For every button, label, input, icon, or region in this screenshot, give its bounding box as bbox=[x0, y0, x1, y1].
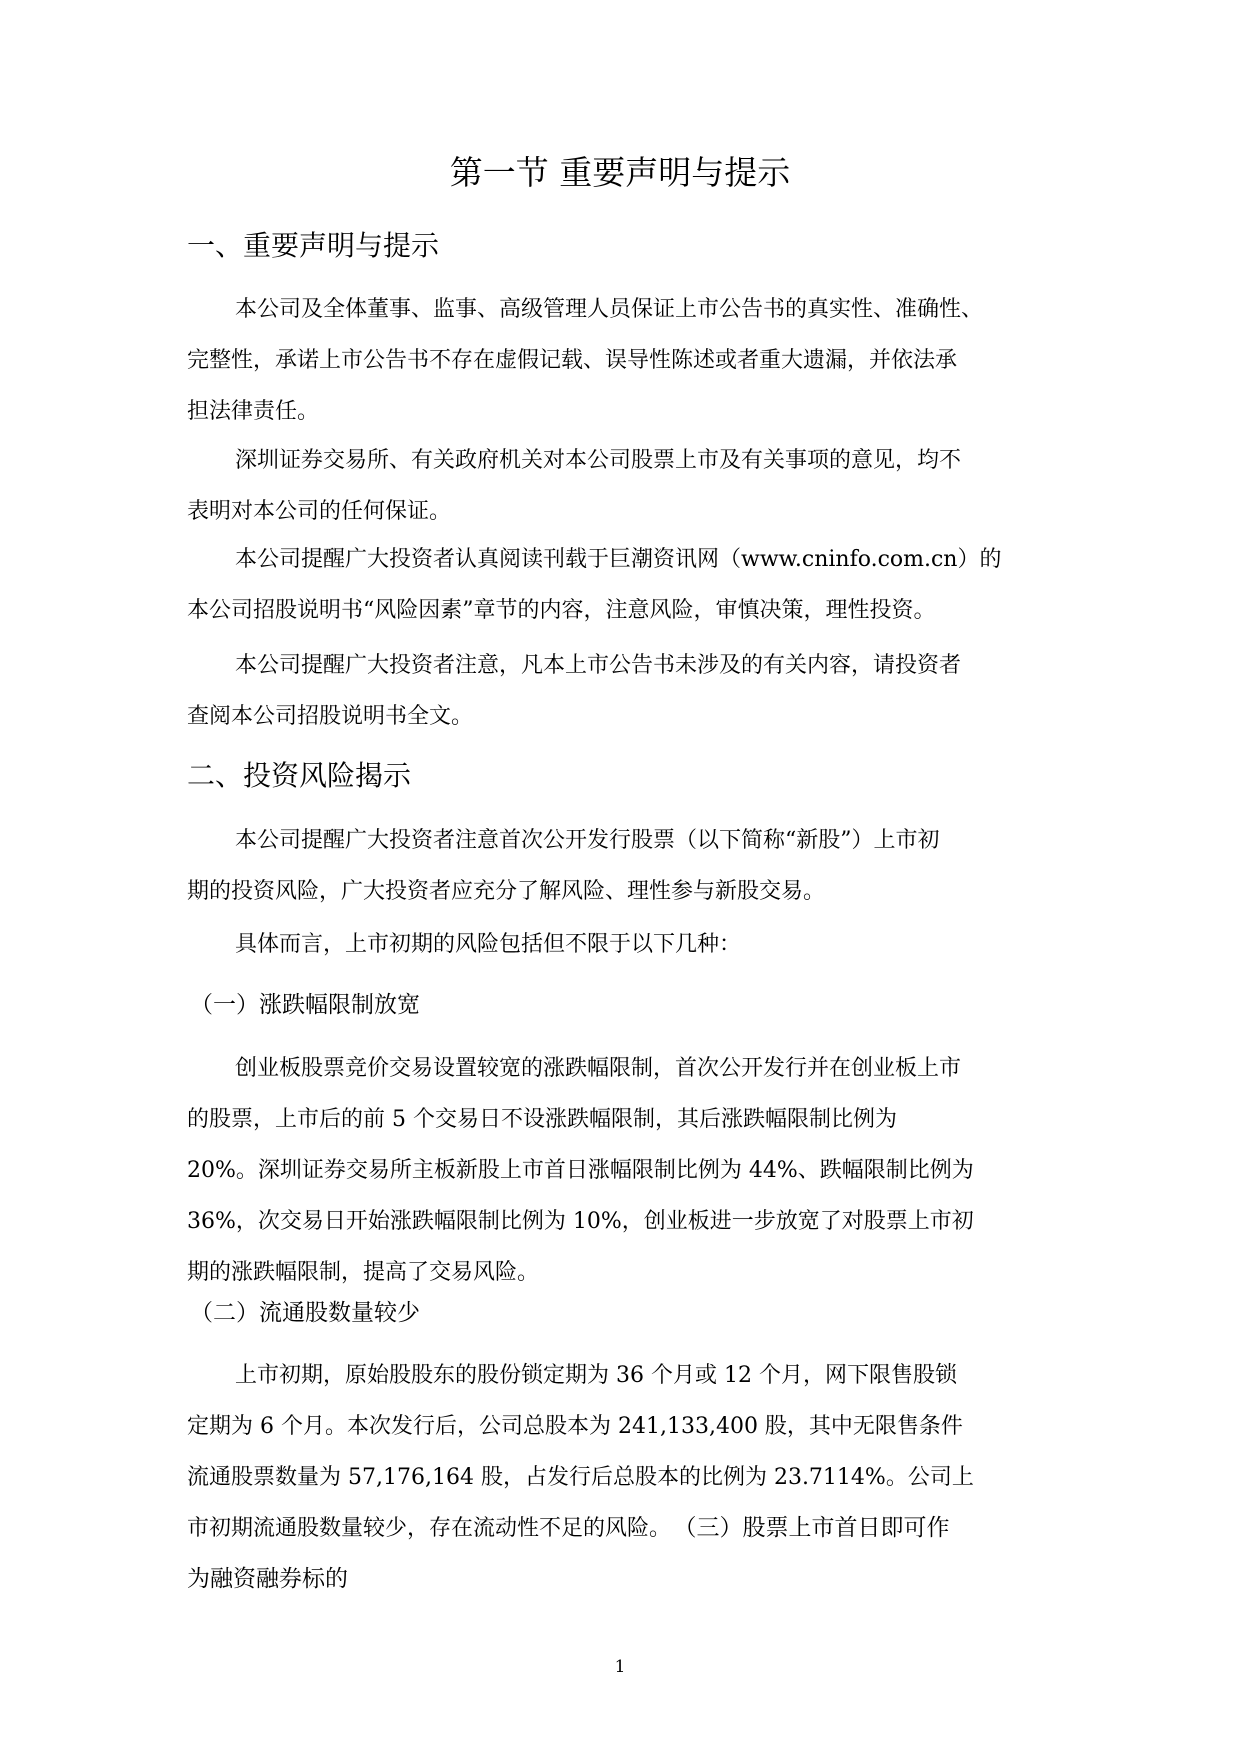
paragraph-line bbox=[187, 1503, 1067, 1554]
paragraph-line: 查阅本公司招股说明书全文。 bbox=[187, 704, 474, 729]
paragraph-line: 担法律责任。 bbox=[187, 399, 320, 424]
paragraph-line: 上市初期，原始股股东的股份锁定期为 36 个月或 12 个月，网下限售股锁 bbox=[235, 1363, 957, 1388]
paragraph-line: 本公司提醒广大投资者注意，凡本上市公告书未涉及的有关内容，请投资者 bbox=[235, 653, 962, 678]
paragraph-line: 的股票，上市后的前 5 个交易日不设涨跌幅限制，其后涨跌幅限制比例为 bbox=[187, 1107, 897, 1132]
section-title: 第一节 重要声明与提示 bbox=[449, 153, 791, 192]
paragraph-line: 定期为 6 个月。本次发行后，公司总股本为 241,133,400 股，其中无限售条件 bbox=[187, 1414, 963, 1439]
paragraph-line: 期的投资风险，广大投资者应充分了解风险、理性参与新股交易。 bbox=[187, 879, 826, 904]
paragraph-price-limit bbox=[187, 1043, 1067, 1298]
paragraph-line: 20%。深圳证券交易所主板新股上市首日涨幅限制比例为 44%、跌幅限制比例为 bbox=[187, 1158, 974, 1183]
paragraph-line: 本公司招股说明书“风险因素”章节的内容，注意风险，审慎决策，理性投资。 bbox=[187, 598, 936, 623]
paragraph-text: 市初期流通股数量较少，存在流动性不足的风险。 bbox=[187, 1516, 672, 1541]
paragraph-line: 本公司及全体董事、监事、高级管理人员保证上市公告书的真实性、准确性、 bbox=[235, 297, 984, 322]
paragraph-line: 完整性，承诺上市公告书不存在虚假记载、误导性陈述或者重大遗漏，并依法承 bbox=[187, 348, 958, 373]
paragraph-line: 深圳证券交易所、有关政府机关对本公司股票上市及有关事项的意见，均不 bbox=[235, 448, 962, 473]
paragraph-line: 具体而言，上市初期的风险包括但不限于以下几种： bbox=[235, 932, 742, 957]
paragraph-statement-2 bbox=[187, 435, 1067, 537]
paragraph-line: 流通股票数量为 57,176,164 股，占发行后总股本的比例为 23.7114%。公司上 bbox=[187, 1465, 974, 1490]
heading-investment-risk: 二、投资风险揭示 bbox=[187, 759, 412, 792]
paragraph-line: 本公司提醒广大投资者认真阅读刊载于巨潮资讯网（www.cninfo.com.cn）的 bbox=[235, 547, 1002, 572]
paragraph-line: 期的涨跌幅限制，提高了交易风险。 bbox=[187, 1260, 540, 1285]
paragraph-risk-list-intro bbox=[187, 919, 1067, 970]
paragraph-float-shares bbox=[187, 1350, 1067, 1605]
subheading-float-shares: （二）流通股数量较少 bbox=[190, 1300, 420, 1326]
page-number: 1 bbox=[614, 1657, 626, 1677]
paragraph-risk-intro bbox=[187, 815, 1067, 917]
subheading-margin-trading-continued: 为融资融券标的 bbox=[187, 1566, 348, 1592]
subheading-price-limit: （一）涨跌幅限制放宽 bbox=[190, 992, 420, 1018]
paragraph-line: 创业板股票竞价交易设置较宽的涨跌幅限制，首次公开发行并在创业板上市 bbox=[235, 1056, 962, 1081]
paragraph-statement-1 bbox=[187, 284, 1067, 437]
heading-important-statement: 一、重要声明与提示 bbox=[187, 229, 440, 262]
paragraph-line: 表明对本公司的任何保证。 bbox=[187, 499, 452, 524]
paragraph-statement-4 bbox=[187, 640, 1067, 742]
paragraph-statement-3 bbox=[187, 534, 1067, 636]
paragraph-line: 36%，次交易日开始涨跌幅限制比例为 10%，创业板进一步放宽了对股票上市初 bbox=[187, 1209, 974, 1234]
subheading-margin-trading: （三）股票上市首日即可作 bbox=[685, 1515, 950, 1541]
paragraph-line: 本公司提醒广大投资者注意首次公开发行股票（以下简称“新股”）上市初 bbox=[235, 828, 940, 853]
